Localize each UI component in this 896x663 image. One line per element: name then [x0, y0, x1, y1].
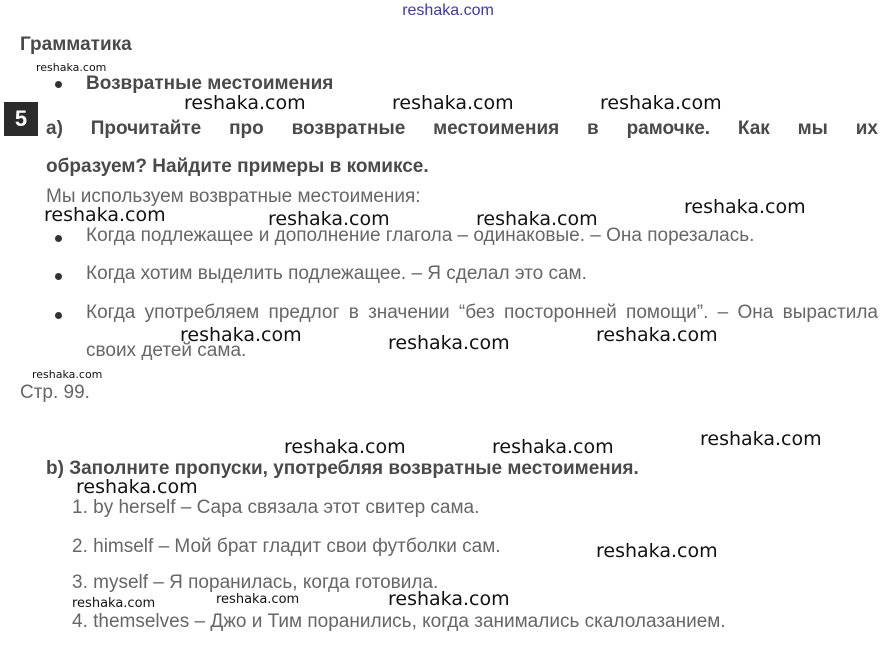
bullet-icon — [55, 273, 62, 280]
exercise-number-badge: 5 — [4, 102, 38, 136]
watermark: reshaka.com — [388, 332, 510, 354]
watermark: reshaka.com — [216, 592, 300, 607]
bullet-icon — [55, 312, 62, 319]
watermark: reshaka.com — [392, 92, 514, 114]
page-reference: Стр. 99. — [20, 382, 90, 403]
watermark: reshaka.com — [596, 540, 718, 562]
watermark: reshaka.com — [684, 196, 806, 218]
watermark: reshaka.com — [268, 208, 390, 230]
task-a-instruction — [46, 110, 878, 186]
watermark: reshaka.com — [596, 324, 718, 346]
answer-item: 2. himself – Мой брат гладит свои футболки сам. — [72, 536, 501, 557]
watermark: reshaka.com — [600, 92, 722, 114]
watermark: reshaka.com — [700, 428, 822, 450]
rule-item: Когда употребляем предлог в значении “без посторонней помощи”. – Она вырастила своих детей сама. — [86, 302, 878, 361]
answer-item: 3. myself – Я поранилась, когда готовила. — [72, 572, 439, 593]
section-title: Грамматика — [20, 34, 132, 55]
task-a-line-1: a) Прочитайте про возвратные местоимения в рамочке. Как мы их — [46, 118, 878, 139]
watermark: reshaka.com — [32, 368, 103, 381]
site-header[interactable]: reshaka.com — [402, 2, 494, 19]
watermark: reshaka.com — [72, 596, 156, 611]
watermark: reshaka.com — [476, 208, 598, 230]
answer-item: 1. by herself – Сара связала этот свитер сама. — [72, 497, 480, 518]
bullet-icon — [55, 81, 62, 88]
watermark: reshaka.com — [184, 92, 306, 114]
rule-item: Когда хотим выделить подлежащее. – Я сделал это сам. — [86, 263, 587, 284]
rule-item: Когда подлежащее и дополнение глагола – одинаковые. – Она порезалась. — [86, 225, 755, 246]
watermark: reshaka.com — [180, 324, 302, 346]
watermark: reshaka.com — [76, 476, 198, 498]
topic-heading: Возвратные местоимения — [86, 73, 334, 94]
task-a-line-2: образуем? Найдите примеры в комиксе. — [46, 156, 429, 177]
watermark: reshaka.com — [44, 204, 166, 226]
rule-intro: Мы используем возвратные местоимения: — [46, 186, 421, 207]
bullet-icon — [55, 235, 62, 242]
watermark: reshaka.com — [492, 436, 614, 458]
task-b-instruction: b) Заполните пропуски, употребляя возвратные местоимения. — [46, 458, 639, 479]
watermark: reshaka.com — [36, 61, 107, 74]
watermark: reshaka.com — [388, 588, 510, 610]
answer-item: 4. themselves – Джо и Тим поранились, когда занимались скалолазанием. — [72, 611, 726, 632]
watermark: reshaka.com — [284, 436, 406, 458]
